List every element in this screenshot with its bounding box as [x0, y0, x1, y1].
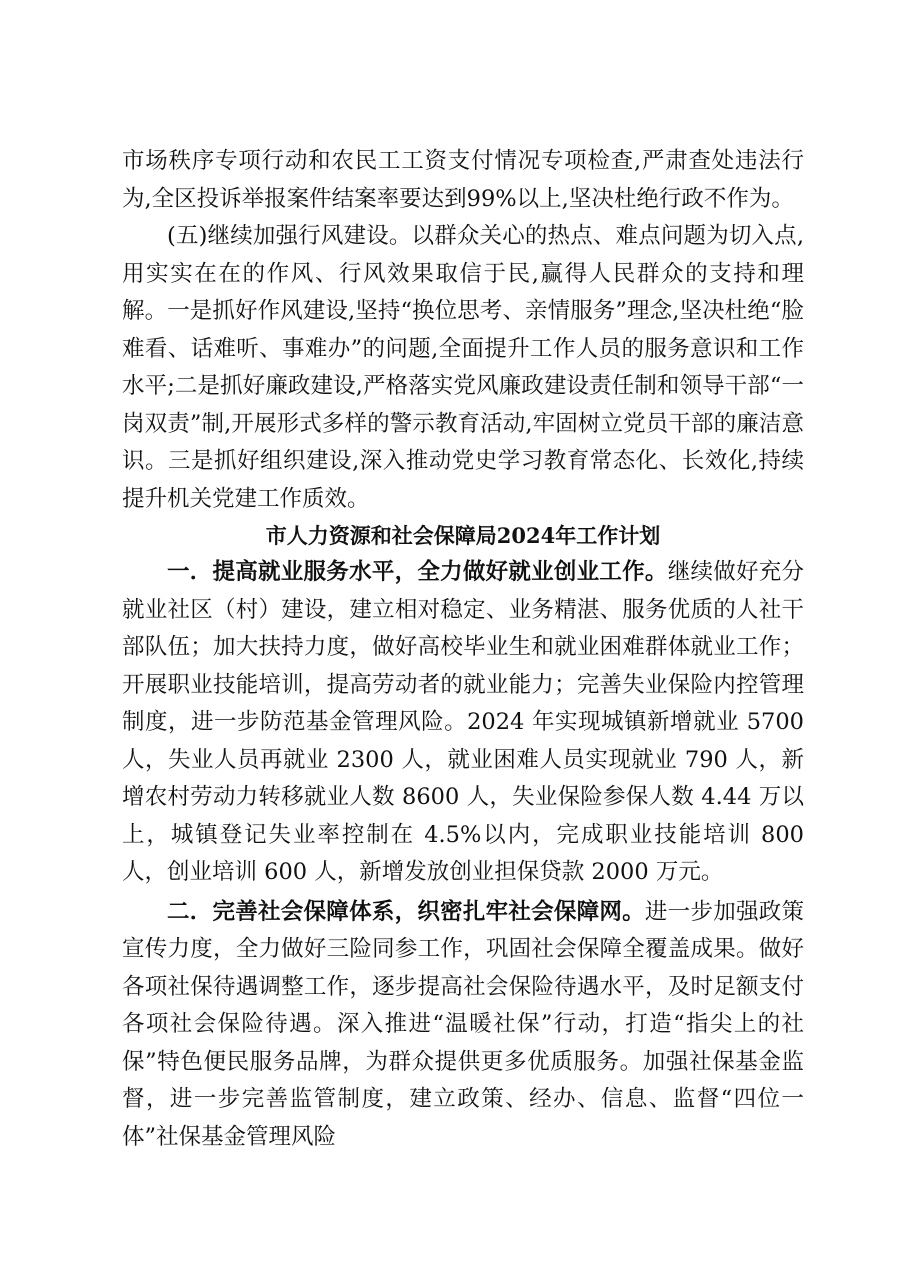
- paragraph-five: [122, 218, 804, 518]
- paragraph-five-body: 以群众关心的热点、难点问题为切入点,用实实在在的作风、行风效果取信于民,赢得人民群众的支持和理解。一是抓好作风建设,坚持“换位思考、亲情服务”理念,坚决杜绝“脸难看、话难听、事难办”的问题,全面提升工作人员的服务意识和工作水平;二是抓好廉政建设,严格落实党风廉政建设责任制和领导干部“一岗双责”制,开展形式多样的警示教育活动,牢固树立党员干部的廉洁意识。三是抓好组织建设,深入推动党史学习教育常态化、长效化,持续提升机关党建工作质效。: [122, 223, 805, 512]
- document-title: 市人力资源和社会保障局2024年工作计划: [265, 523, 661, 548]
- section-two-paragraph: [122, 894, 804, 1157]
- paragraph-five-lead: (五)继续加强行风建设。: [167, 223, 412, 249]
- paragraph-continuation: [122, 143, 804, 218]
- section-two-heading: 二．完善社会保障体系，织密扎牢社会保障网。: [167, 898, 645, 925]
- section-two-body: 进一步加强政策宣传力度，全力做好三险同参工作，巩固社会保障全覆盖成果。做好各项社保待遇调整工作，逐步提高社会保险待遇水平，及时足额支付各项社会保险待遇。深入推进“温暖社保”行动，打造“指尖上的社保”特色便民服务品牌，为群众提供更多优质服务。加强社保基金监督，进一步完善监管制度，建立政策、经办、信息、监督“四位一体”社保基金管理风险: [122, 898, 804, 1150]
- document-content: [122, 143, 804, 1156]
- section-one-body: 继续做好充分就业社区（村）建设，建立相对稳定、业务精湛、服务优质的人社干部队伍；加大扶持力度，做好高校毕业生和就业困难群体就业工作；开展职业技能培训，提高劳动者的就业能力；完善失业保险内控管理制度，进一步防范基金管理风险。2024 年实现城镇新增就业 5700 人，失业人员再就业 2300 人，就业困难人员实现就业 790 人，新增农村劳动力转移就业人数 8600 人，失业保险参保人数 4.44 万以上，城镇登记失业率控制在 4.5%以内，完成职业技能培训 800 人，创业培训 600 人，新增发放创业担保贷款 2000 万元。: [122, 559, 804, 885]
- paragraph-continuation-text: 市场秩序专项行动和农民工工资支付情况专项检查,严肃查处违法行为,全区投诉举报案件结案率要达到99%以上,坚决杜绝行政不作为。: [122, 148, 804, 212]
- section-one-heading: 一．提高就业服务水平，全力做好就业创业工作。: [167, 559, 668, 585]
- section-one-paragraph: [122, 554, 804, 892]
